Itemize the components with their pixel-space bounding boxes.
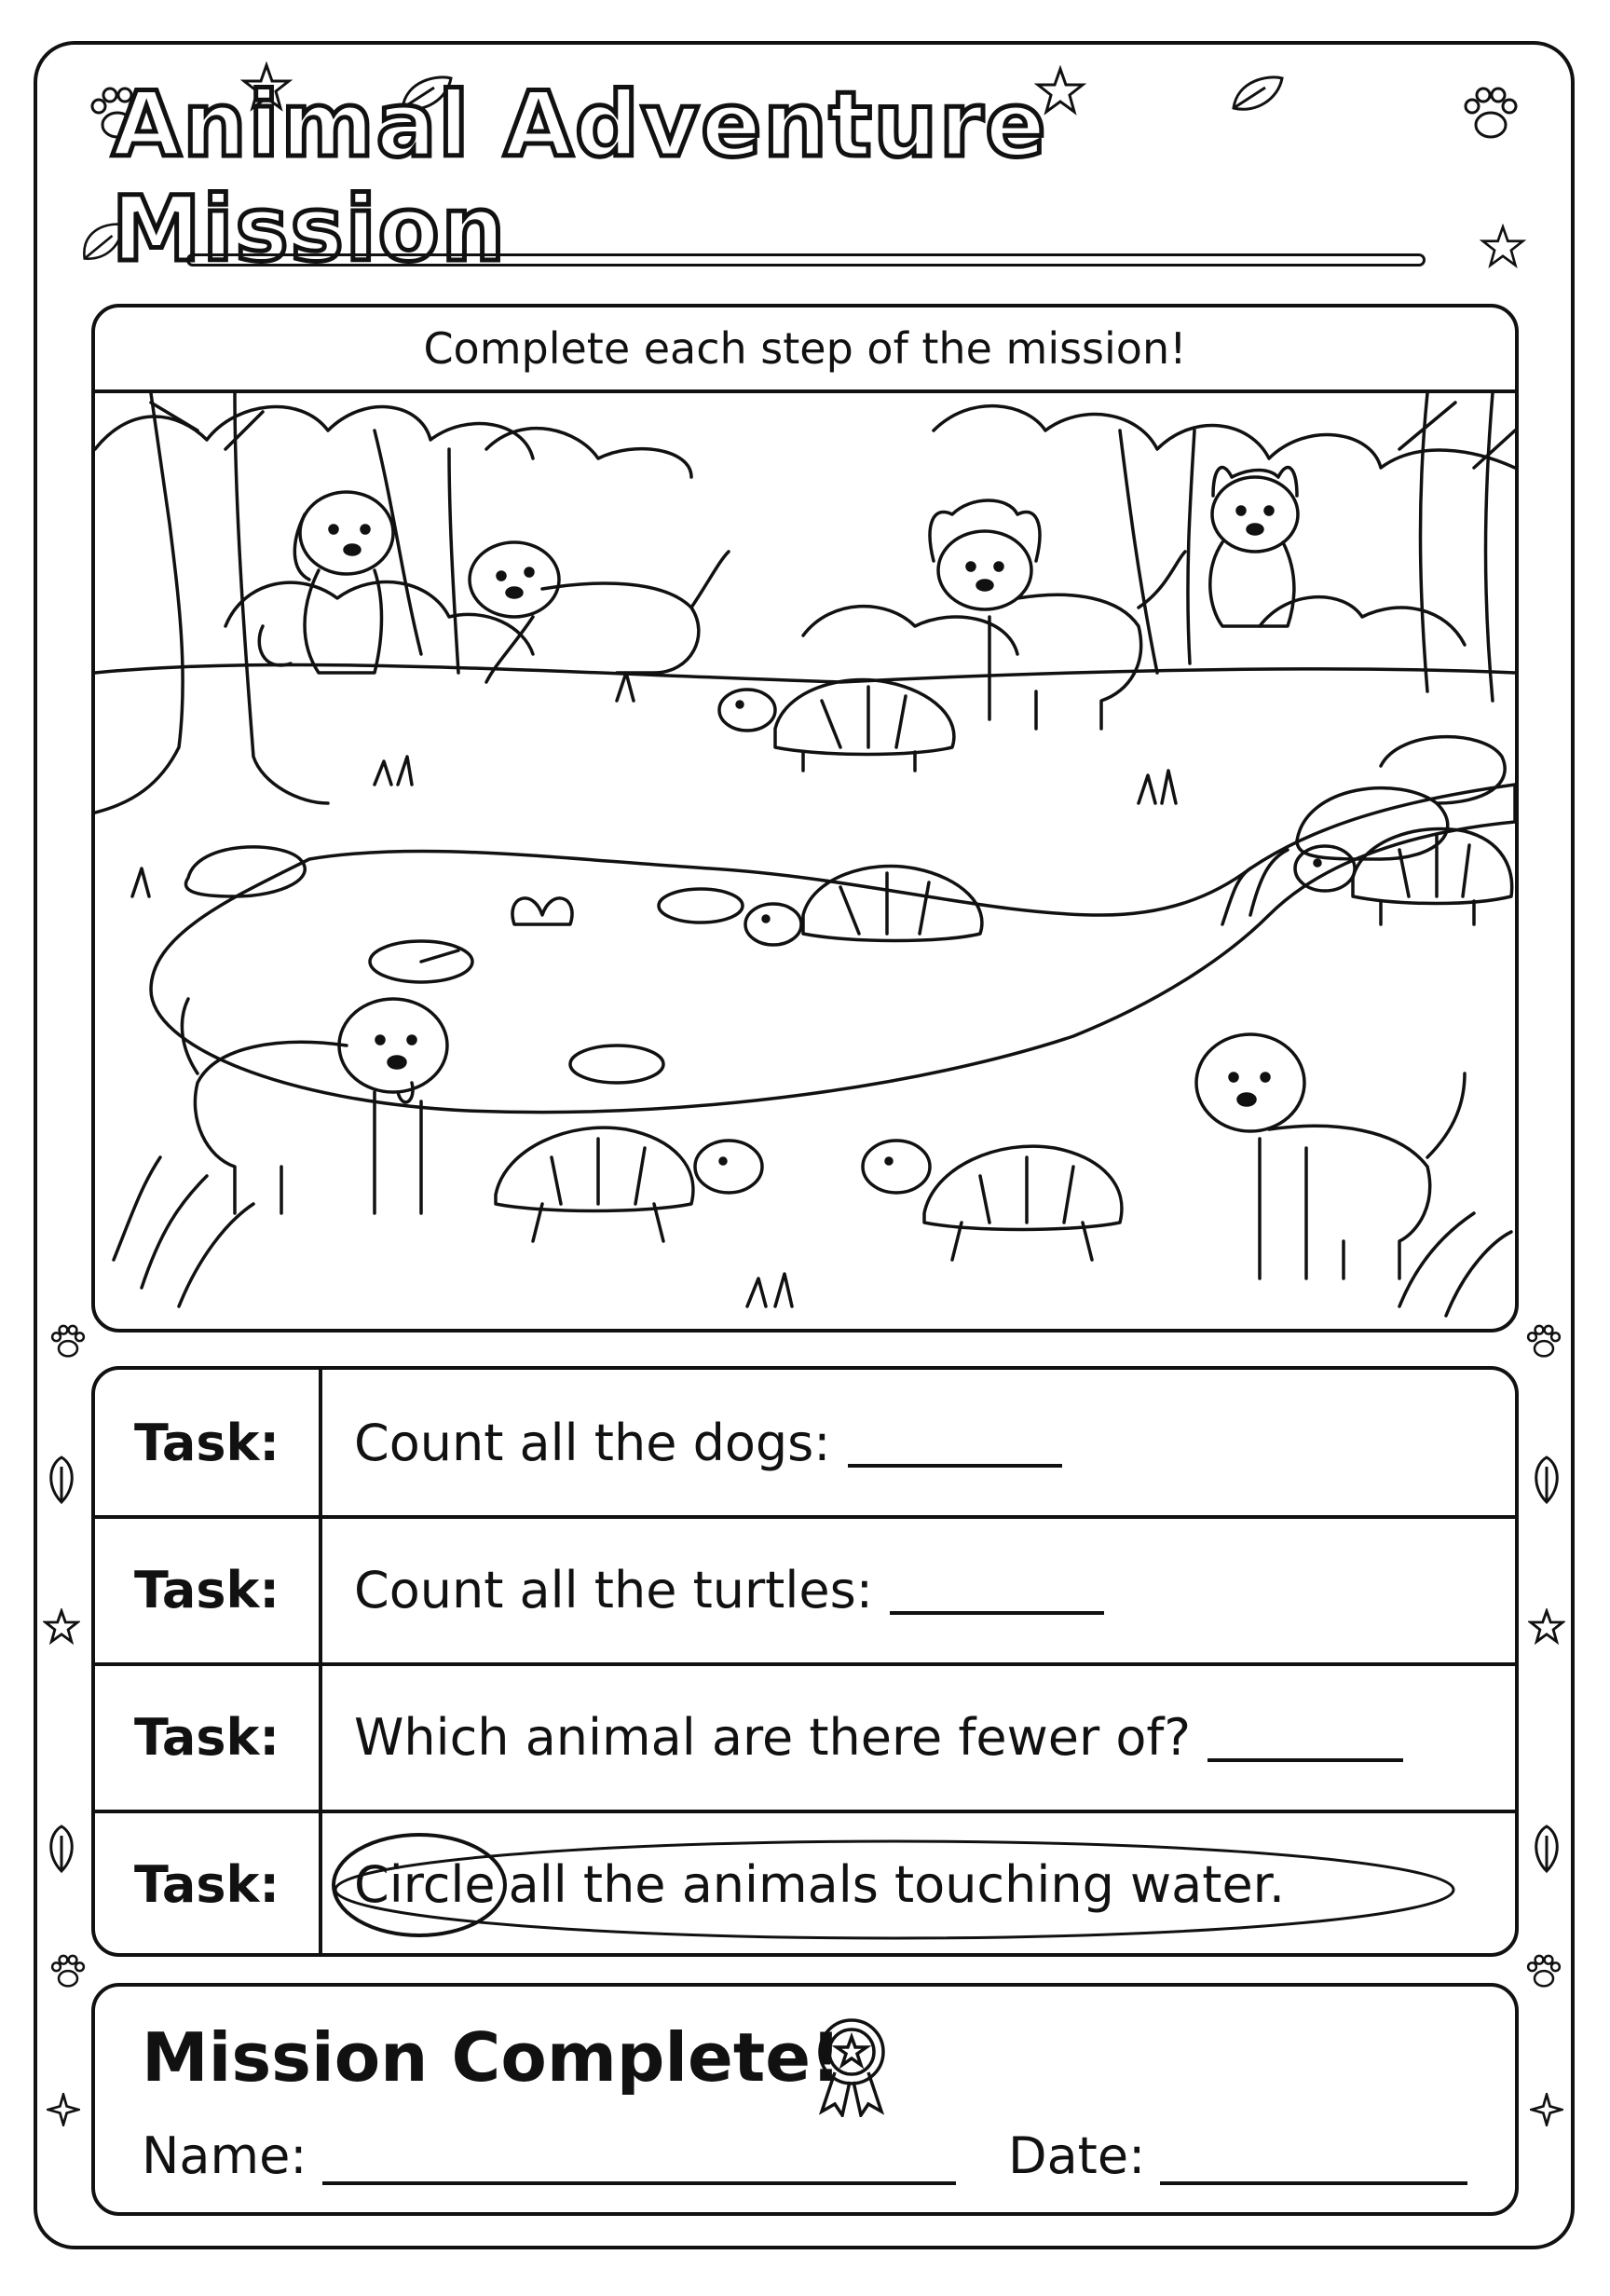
star-icon xyxy=(47,2093,80,2126)
complete-title: Mission Complete! xyxy=(142,2018,841,2097)
name-field xyxy=(142,2126,956,2185)
star-icon xyxy=(1530,2093,1563,2126)
turtle-icon xyxy=(863,1141,1122,1260)
mission-complete-panel xyxy=(91,1983,1519,2216)
pond-scene xyxy=(95,393,1515,1329)
dog-icon xyxy=(1210,468,1298,626)
turtle-icon xyxy=(745,866,982,945)
date-label: Date: xyxy=(1008,2126,1146,2185)
title-underline xyxy=(186,253,1426,266)
task-label: Task: xyxy=(134,1854,280,1914)
task-prompt: Count all the turtles: xyxy=(354,1560,873,1620)
task-label: Task: xyxy=(134,1413,280,1472)
star-icon xyxy=(43,1608,80,1646)
answer-blank[interactable] xyxy=(890,1565,1104,1615)
leaf-icon xyxy=(43,1454,80,1506)
dog-icon xyxy=(1196,1034,1465,1278)
page-title: Animal Adventure Mission xyxy=(112,73,1048,281)
paw-icon xyxy=(45,1949,91,1996)
medal-icon xyxy=(812,2015,891,2117)
leaf-icon xyxy=(1528,1454,1565,1506)
task-row xyxy=(95,1811,1515,1957)
task-row xyxy=(95,1370,1515,1515)
leaf-icon xyxy=(43,1823,80,1875)
circled-word: Circle xyxy=(354,1854,496,1914)
task-prompt: Which animal are there fewer of? xyxy=(354,1707,1192,1767)
task-label: Task: xyxy=(134,1707,280,1767)
circle-mark xyxy=(326,1824,1463,1946)
turtle-icon xyxy=(719,679,954,771)
task-label: Task: xyxy=(134,1560,280,1620)
answer-blank[interactable] xyxy=(848,1417,1062,1468)
name-line[interactable] xyxy=(322,2135,956,2185)
star-icon xyxy=(1480,224,1526,270)
turtle-icon xyxy=(496,1128,762,1241)
date-field xyxy=(1008,2126,1467,2185)
task-text xyxy=(354,1561,1104,1620)
task-prompt: Count all the dogs: xyxy=(354,1413,831,1472)
task-row xyxy=(95,1517,1515,1662)
task-row xyxy=(95,1664,1515,1810)
paw-icon xyxy=(45,1319,91,1366)
task-prompt: all the animals touching water. xyxy=(508,1854,1286,1914)
star-icon xyxy=(1528,1608,1565,1646)
paw-icon xyxy=(1521,1949,1567,1996)
scene-heading: Complete each step of the mission! xyxy=(95,308,1515,393)
leaf-icon xyxy=(1528,1823,1565,1875)
paw-icon xyxy=(1453,78,1528,153)
date-line[interactable] xyxy=(1160,2135,1467,2185)
task-table xyxy=(91,1366,1519,1957)
name-label: Name: xyxy=(142,2126,307,2185)
pond-outline xyxy=(151,785,1515,1113)
scene-panel xyxy=(91,304,1519,1332)
lily-pad-icon xyxy=(659,889,743,922)
task-text xyxy=(354,1708,1403,1767)
dog-icon xyxy=(470,542,729,682)
answer-blank[interactable] xyxy=(1208,1712,1403,1762)
rock-icon xyxy=(1381,737,1505,803)
task-text xyxy=(354,1414,1062,1472)
lily-pad-icon xyxy=(570,1046,663,1083)
paw-icon xyxy=(1521,1319,1567,1366)
